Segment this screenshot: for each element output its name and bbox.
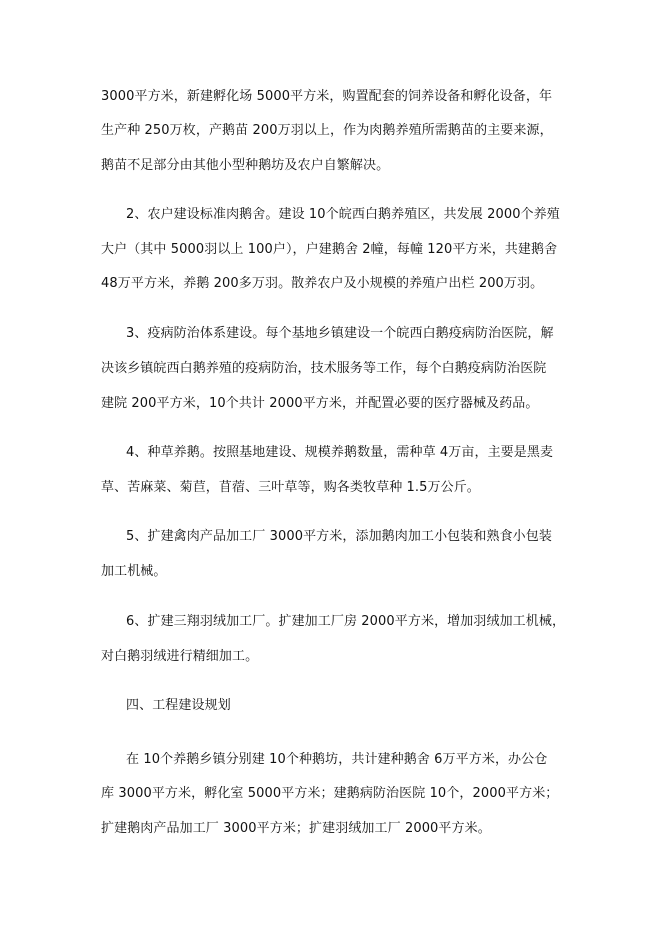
paragraph-6-line-2: 对白鹅羽绒进行精细加工。 bbox=[101, 649, 259, 664]
paragraph-7-line-2: 库 3000平方米，孵化室 5000平方米；建鹅病防治医院 10个，2000平方米； bbox=[101, 786, 559, 801]
paragraph-3-line-2: 决该乡镇皖西白鹅养殖的疫病防治，技术服务等工作，每个白鹅疫病防治医院 bbox=[101, 361, 547, 376]
paragraph-6-line-1: 6、扩建三翔羽绒加工厂。扩建加工厂房 2000平方米，增加羽绒加工机械， bbox=[126, 614, 566, 629]
paragraph-1-line-3: 鹅苗不足部分由其他小型种鹅坊及农户自繁解决。 bbox=[101, 158, 390, 173]
paragraph-2-line-2: 大户（其中 5000羽以上 100户），户建鹅舍 2幢，每幢 120平方米，共建鹅舍 bbox=[101, 242, 558, 257]
paragraph-5-line-1: 5、扩建禽肉产品加工厂 3000平方米，添加鹅肉加工小包装和熟食小包装 bbox=[126, 529, 552, 544]
section-heading: 四、工程建设规划 bbox=[126, 698, 231, 713]
paragraph-4-line-2: 草、苦麻菜、菊苣，苜蓿、三叶草等，购各类牧草种 1.5万公斤。 bbox=[101, 480, 480, 495]
paragraph-4-line-1: 4、种草养鹅。按照基地建设、规模养鹅数量，需种草 4万亩，主要是黑麦 bbox=[126, 445, 554, 460]
paragraph-2-line-1: 2、农户建设标准肉鹅舍。建设 10个皖西白鹅养殖区，共发展 2000个养殖 bbox=[126, 207, 560, 222]
paragraph-3-line-3: 建院 200平方米，10个共计 2000平方米，并配置必要的医疗器械及药品。 bbox=[101, 396, 539, 411]
paragraph-2-line-3: 48万平方米，养鹅 200多万羽。散养农户及小规模的养殖户出栏 200万羽。 bbox=[101, 276, 544, 291]
paragraph-1-line-2: 生产种 250万枚，产鹅苗 200万羽以上，作为肉鹅养殖所需鹅苗的主要来源， bbox=[101, 123, 553, 138]
paragraph-7-line-1: 在 10个养鹅乡镇分别建 10个种鹅坊，共计建种鹅舍 6万平方米，办公仓 bbox=[126, 752, 548, 767]
paragraph-7-line-3: 扩建鹅肉产品加工厂 3000平方米；扩建羽绒加工厂 2000平方米。 bbox=[101, 821, 491, 836]
paragraph-5-line-2: 加工机械。 bbox=[101, 564, 167, 579]
paragraph-1-line-1: 3000平方米，新建孵化场 5000平方米，购置配套的饲养设备和孵化设备，年 bbox=[101, 89, 553, 104]
paragraph-3-line-1: 3、疫病防治体系建设。每个基地乡镇建设一个皖西白鹅疫病防治医院，解 bbox=[126, 326, 554, 341]
